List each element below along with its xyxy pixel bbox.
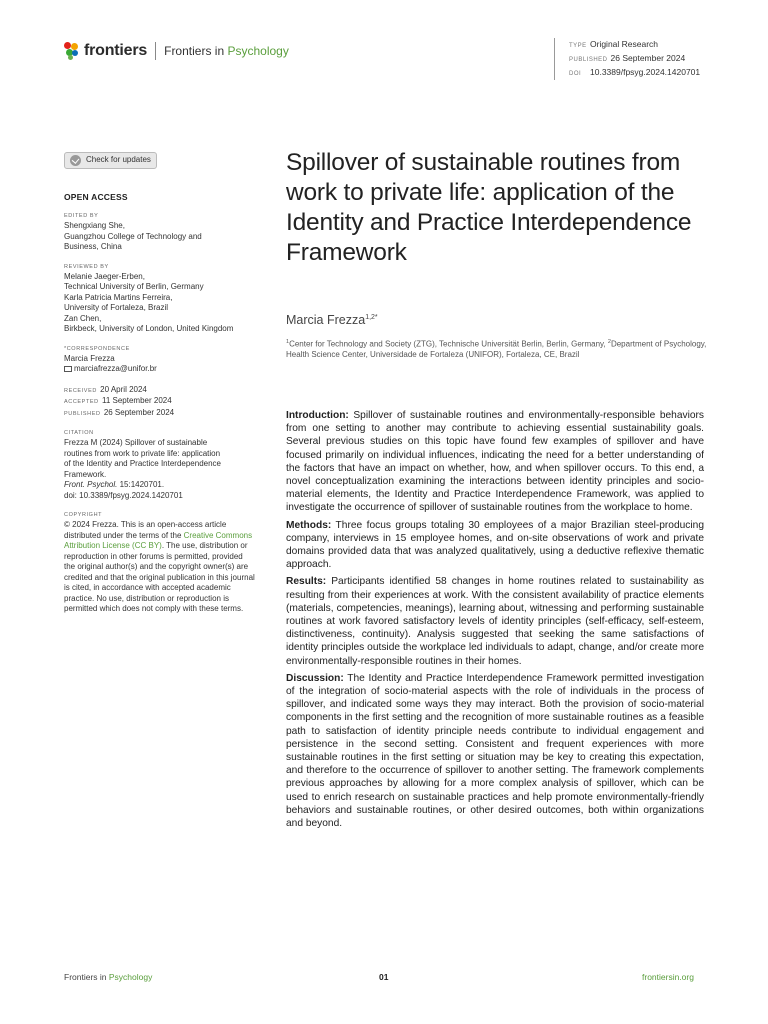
correspondence: Marcia Frezza marciafrezza@unifor.br — [64, 354, 256, 375]
correspondence-label: *CORRESPONDENCE — [64, 345, 130, 352]
correspondence-email[interactable]: marciafrezza@unifor.br — [64, 364, 256, 375]
edited-by: Shengxiang She, Guangzhou College of Technology and Business, China — [64, 221, 202, 251]
frontiers-logo[interactable] — [64, 40, 289, 62]
author[interactable]: Marcia Frezza$^{1,2*}$ — [286, 313, 378, 327]
check-for-updates-button[interactable]: Check for updates — [64, 152, 157, 169]
article-type: TYPE Original Research — [569, 39, 659, 49]
affiliations: $^1$Center for Technology and Society (ZTG), Technische Universität Berlin, Berlin, Germany, $^2$Department of Psychology, Health Science Center, Universidade de Fortaleza (UNIFOR), Fortaleza, CE, Brazil — [286, 339, 707, 360]
article-doi: DOI 10.3389/fpsyg.2024.1420701 — [569, 67, 701, 77]
dates — [64, 385, 256, 420]
article-meta — [554, 38, 700, 80]
abstract-introduction: Introduction: Spillover of sustainable routines and environmentally-responsible behaviors from one setting to another may contribute to achieving essential sustainability goals. Several previous studies on this topic have found few examples of spillover and have focused primarily on individual influences, indicating the need for a better understanding of the factors that have an impact on whether, how, and when spillover occurs. To this end, a novel conceptualization examining the interactions between identity principles and socio-material elements, the Identity and Practice Interdependence Framework, was applied to investigate the occurrence of spillover of sustainable routines from the workplace to home. — [286, 410, 704, 514]
license-link[interactable]: Creative Commons Attribution License (CC BY) — [64, 530, 253, 550]
mail-icon — [64, 366, 72, 372]
accepted-date: ACCEPTED 11 September 2024 — [64, 396, 172, 405]
copyright: © 2024 Frezza. This is an open-access article distributed under the terms of the Creative Commons Attribution License (CC BY). The use, distribution or reproduction in other forums is permitted, provided the original author(s) and the copyright owner(s) are credited and that the original publication in this journal is cited, in accordance with accepted academic practice. No use, distribution or reproduction is permitted which does not comply with these terms. — [64, 520, 255, 613]
frontiers-logo-icon — [64, 42, 80, 60]
copyright-label: COPYRIGHT — [64, 512, 103, 518]
abstract — [286, 409, 704, 834]
citation-label: CITATION — [64, 430, 94, 436]
citation: Frezza M (2024) Spillover of sustainable routines from work to private life: application of the Identity and Practice Interdependence Framework. Front. Psychol. 15:1420701. doi: 10.3389/fpsyg.2024.1420701 — [64, 438, 221, 500]
abstract-results: Results: Participants identified 58 changes in home routines related to sustainability as resulting from their experiences at work. With the consistent availability of practice elements (materials, competencies, meanings), learning about, witnessing and performing sustainable routines at work favored satisfactory levels of identity principles (self-efficacy, self-esteem, distinctiveness, continuity). Analysis suggested that seeking the same satisfactions of identity principles outside the workplace led individuals to adapt, change, and/or create more environmentally-responsible routines in their homes. — [286, 576, 704, 667]
footer-journal: Frontiers in Psychology — [64, 972, 153, 982]
check-icon — [70, 155, 81, 166]
edited-by-label: EDITED BY — [64, 213, 99, 219]
footer-site-link[interactable]: frontiersin.org — [642, 972, 694, 982]
publish-date: PUBLISHED 26 September 2024 — [569, 53, 686, 63]
received-date: RECEIVED 20 April 2024 — [64, 384, 147, 394]
article-title: Spillover of sustainable routines from work to private life: application of the Identity and Practice Interdependence Framework — [286, 149, 692, 266]
reviewed-by-label: REVIEWED BY — [64, 263, 109, 270]
published-date: PUBLISHED 26 September 2024 — [64, 407, 175, 417]
sidebar — [64, 152, 256, 615]
abstract-methods: Methods: Three focus groups totaling 30 employees of a major Brazilian steel-producing company, interviews in 15 employee homes, and on-site observations of work and private domains provided data that was analyzed qualitatively, using a deductive reflexive thematic approach. — [286, 519, 704, 571]
open-access-label: OPEN ACCESS — [64, 191, 128, 202]
page-number: 01 — [379, 972, 389, 982]
reviewed-by: Melanie Jaeger-Erben, Technical University of Berlin, Germany Karla Patricia Martins Ferreira, University of Fortaleza, Brazil Zan Chen, Birkbeck, University of London, United Kingdom — [64, 271, 234, 333]
logo-text: frontiers — [84, 42, 148, 59]
journal-name: Frontiers in Psychology — [164, 44, 289, 58]
abstract-discussion: Discussion: The Identity and Practice Interdependence Framework permitted investigation of the integration of socio-material aspects with the role of individuals in the process of spillover, and indicated some ways they may interact. Both the provision of socio-material components in the first setting and the recognition of more sustainable routines as a feasible path to satisfaction of identity principle needs contribute to individual engagement and persistence in the second setting. Consistent and frequent experiences with more sustainable routines in the first setting or situation may be key to creating this expectation, and therefore to the occurrence of spillover to another setting. The framework complements previous approaches by allowing for a more complex analysis of spillover, which can be used to enrich research on sustainable practices and help promote environmentally-friendly behaviors and sustainable routines, or other desired outcomes, both within organizations and beyond. — [286, 672, 704, 830]
logo-divider — [155, 42, 156, 60]
